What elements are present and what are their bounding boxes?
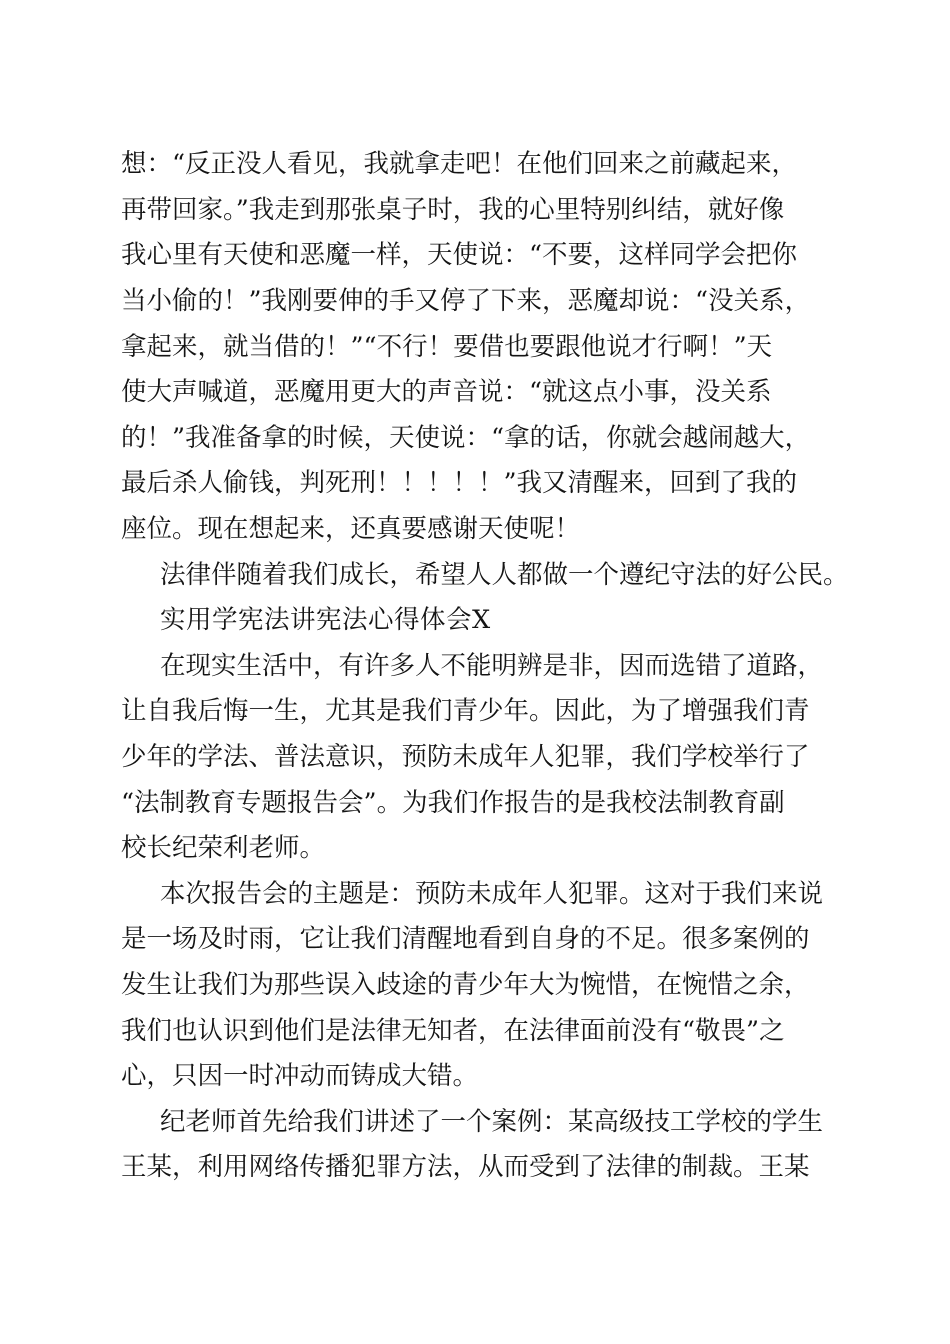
paragraph-first-line: 法律伴随着我们成长，希望人人都做一个遵纪守法的好公民。 — [160, 560, 849, 590]
text-line: 校长纪荣利老师。 — [121, 833, 326, 863]
paragraph-first-line: 本次报告会的主题是：预防未成年人犯罪。这对于我们来说 — [160, 879, 824, 909]
text-line: 发生让我们为那些误入歧途的青少年大为惋惜，在惋惜之余， — [121, 970, 810, 1000]
text-line: 王某，利用网络传播犯罪方法，从而受到了法律的制裁。王某 — [121, 1152, 810, 1182]
text-line: 的！”我准备拿的时候，天使说：“拿的话，你就会越闹越大， — [121, 423, 811, 453]
text-line: 是一场及时雨，它让我们清醒地看到自身的不足。很多案例的 — [121, 924, 810, 954]
text-line: 拿起来，就当借的！”“不行！要借也要跟他说才行啊！”天 — [121, 332, 773, 362]
paragraph-first-line: 在现实生活中，有许多人不能明辨是非，因而选错了道路， — [160, 651, 824, 681]
paragraph-first-line: 纪老师首先给我们讲述了一个案例：某高级技工学校的学生 — [160, 1107, 824, 1137]
text-line: 我们也认识到他们是法律无知者，在法律面前没有“敬畏”之 — [121, 1016, 785, 1046]
text-line: 座位。现在想起来，还真要感谢天使呢！ — [121, 514, 581, 544]
text-line: 再带回家。”我走到那张桌子时，我的心里特别纠结，就好像 — [121, 195, 785, 225]
section-heading: 实用学宪法讲宪法心得体会X — [160, 605, 491, 635]
text-line: 当小偷的！”我刚要伸的手又停了下来，恶魔却说：“没关系， — [121, 286, 811, 316]
text-line: 我心里有天使和恶魔一样，天使说：“不要，这样同学会把你 — [121, 240, 798, 270]
text-line: “法制教育专题报告会”。为我们作报告的是我校法制教育副 — [121, 788, 785, 818]
text-line: 最后杀人偷钱，判死刑！！！！！”我又清醒来，回到了我的 — [121, 468, 798, 498]
text-line: 少年的学法、普法意识，预防未成年人犯罪，我们学校举行了 — [121, 742, 810, 772]
text-line: 使大声喊道，恶魔用更大的声音说：“就这点小事，没关系 — [121, 377, 772, 407]
text-line: 心，只因一时冲动而铸成大错。 — [121, 1061, 479, 1091]
text-line: 让自我后悔一生，尤其是我们青少年。因此，为了增强我们青 — [121, 696, 810, 726]
text-line: 想：“反正没人看见，我就拿走吧！在他们回来之前藏起来， — [121, 149, 798, 179]
